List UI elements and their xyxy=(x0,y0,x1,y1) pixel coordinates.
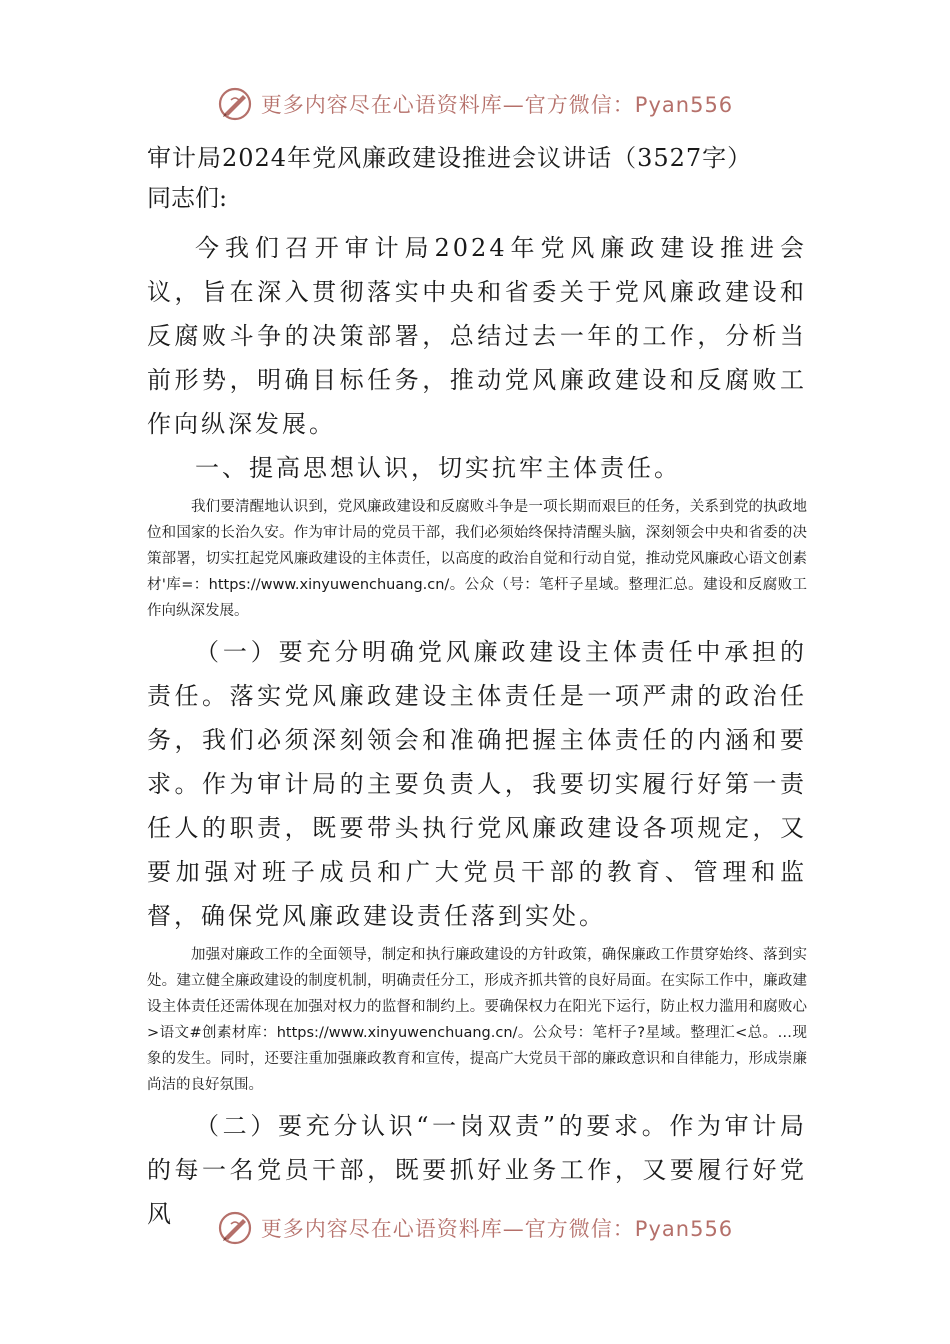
footer-watermark xyxy=(0,1206,950,1250)
section-1-heading: 一、提高思想认识，切实抗牢主体责任。 xyxy=(195,454,681,482)
pen-logo-icon xyxy=(217,1210,253,1246)
document-body xyxy=(147,138,807,1236)
watermark-text: 更多内容尽在心语资料库—官方微信：Pyan556 xyxy=(260,93,734,117)
document-title: 审计局2024年党风廉政建设推进会议讲话（3527字） xyxy=(147,144,753,172)
subsection-1-small-paragraph: 加强对廉政工作的全面领导，制定和执行廉政建设的方针政策，确保廉政工作贯穿始终、落到实处。建立健全廉政建设的制度机制，明确责任分工，形成齐抓共管的良好局面。在实际工作中，廉政建设主体责任还需体现在加强对权力的监督和制约上。要确保权力在阳光下运行，防止权力滥用和腐败心>语文#创素材库：https://www.xinyuwenchuang.cn/。公众号：笔杆子?星域。整理汇<总。…现象的发生。同时，还要注重加强廉政教育和宣传，提高广大党员干部的廉政意识和自律能力，形成崇廉尚洁的良好氛围。 xyxy=(147,947,807,1093)
intro-paragraph: 今我们召开审计局2024年党风廉政建设推进会议，旨在深入贯彻落实中央和省委关于党风廉政建设和反腐败斗争的决策部署，总结过去一年的工作，分析当前形势，明确目标任务，推动党风廉政建设和反腐败工作向纵深发展。 xyxy=(147,234,807,438)
salutation: 同志们: xyxy=(147,184,228,212)
pen-logo-icon xyxy=(217,86,253,122)
watermark-text: 更多内容尽在心语资料库—官方微信：Pyan556 xyxy=(260,1217,734,1241)
section-1-body: 我们要清醒地认识到，党风廉政建设和反腐败斗争是一项长期而艰巨的任务，关系到党的执政地位和国家的长治久安。作为审计局的党员干部，我们必须始终保持清醒头脑，深刻领会中央和省委的决策部署，切实扛起党风廉政建设的主体责任，以高度的政治自觉和行动自觉，推动党风廉政心语文创素材'库=：https://www.xinyuwenchuang.cn/。公众（号：笔杆子星域。整理汇总。建设和反腐败工作向纵深发展。 xyxy=(147,499,807,619)
subsection-2-paragraph: （二）要充分认识“一岗双责”的要求。作为审计局的每一名党员干部，既要抓好业务工作，又要履行好党风 xyxy=(147,1112,807,1228)
header-watermark xyxy=(0,82,950,126)
subsection-1-paragraph: （一）要充分明确党风廉政建设主体责任中承担的责任。落实党风廉政建设主体责任是一项严肃的政治任务，我们必须深刻领会和准确把握主体责任的内涵和要求。作为审计局的主要负责人，我要切实履行好第一责任人的职责，既要带头执行党风廉政建设各项规定，又要加强对班子成员和广大党员干部的教育、管理和监督，确保党风廉政建设责任落到实处。 xyxy=(147,638,807,930)
